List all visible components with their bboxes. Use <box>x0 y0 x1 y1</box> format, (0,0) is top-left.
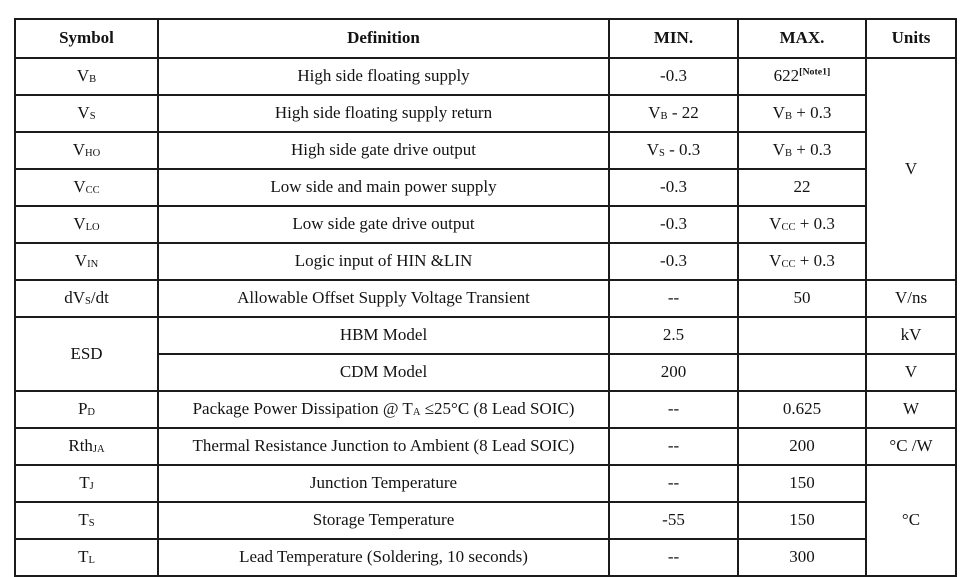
definition-cell: HBM Model <box>158 317 609 354</box>
min-cell: -0.3 <box>609 206 738 243</box>
table-row-vcc <box>15 169 956 206</box>
max-cell: 0.625 <box>738 391 866 428</box>
table-row-esd-hbm <box>15 317 956 354</box>
max-cell: 22 <box>738 169 866 206</box>
max-cell: $V_B + 0.3$ <box>738 95 866 132</box>
units-cell-celsius: °C <box>866 465 956 576</box>
symbol-cell: $V_{CC}$ <box>15 169 158 206</box>
min-cell: -0.3 <box>609 243 738 280</box>
definition-cell: Thermal Resistance Junction to Ambient (8 Lead SOIC) <box>158 428 609 465</box>
definition-cell: Low side and main power supply <box>158 169 609 206</box>
table-row-pd <box>15 391 956 428</box>
definition-cell: Lead Temperature (Soldering, 10 seconds) <box>158 539 609 576</box>
header-symbol: Symbol <box>15 19 158 58</box>
header-min: MIN. <box>609 19 738 58</box>
header-definition: Definition <box>158 19 609 58</box>
min-cell: -- <box>609 428 738 465</box>
max-cell: 50 <box>738 280 866 317</box>
min-cell: -55 <box>609 502 738 539</box>
units-cell-w: W <box>866 391 956 428</box>
max-cell <box>738 354 866 391</box>
units-cell-v: V <box>866 58 956 280</box>
min-cell: -- <box>609 539 738 576</box>
definition-cell: Package Power Dissipation @ $T_A \le 25^\circ C$ (8 Lead SOIC) <box>158 391 609 428</box>
symbol-cell: $P_D$ <box>15 391 158 428</box>
symbol-cell: $V_{IN}$ <box>15 243 158 280</box>
units-cell-vns: V/ns <box>866 280 956 317</box>
symbol-cell: $T_L$ <box>15 539 158 576</box>
max-cell: 200 <box>738 428 866 465</box>
min-cell: -- <box>609 280 738 317</box>
table-row-vs <box>15 95 956 132</box>
units-cell-cw: °C /W <box>866 428 956 465</box>
table-row-vho <box>15 132 956 169</box>
units-cell-v2: V <box>866 354 956 391</box>
symbol-cell: $V_{HO}$ <box>15 132 158 169</box>
symbol-cell: $dV_S/dt$ <box>15 280 158 317</box>
min-cell: $V_S - 0.3$ <box>609 132 738 169</box>
table-row-rthja <box>15 428 956 465</box>
max-cell: 150 <box>738 465 866 502</box>
min-cell: 2.5 <box>609 317 738 354</box>
header-row <box>15 19 956 58</box>
min-cell: -0.3 <box>609 169 738 206</box>
table-row-vin <box>15 243 956 280</box>
min-cell: 200 <box>609 354 738 391</box>
max-cell: $V_B + 0.3$ <box>738 132 866 169</box>
min-cell: -- <box>609 465 738 502</box>
symbol-cell-esd: ESD <box>15 317 158 391</box>
symbol-cell: $V_B$ <box>15 58 158 95</box>
definition-cell: Logic input of HIN &LIN <box>158 243 609 280</box>
symbol-cell: $T_J$ <box>15 465 158 502</box>
table-row-tj <box>15 465 956 502</box>
definition-cell: High side gate drive output <box>158 132 609 169</box>
symbol-cell: $V_S$ <box>15 95 158 132</box>
units-cell-kv: kV <box>866 317 956 354</box>
min-cell: $V_B - 22$ <box>609 95 738 132</box>
table-row-dvsdt <box>15 280 956 317</box>
header-units: Units <box>866 19 956 58</box>
max-cell: $V_{CC} + 0.3$ <box>738 206 866 243</box>
symbol-cell: $T_S$ <box>15 502 158 539</box>
table-row-tl <box>15 539 956 576</box>
definition-cell: Allowable Offset Supply Voltage Transient <box>158 280 609 317</box>
definition-cell: High side floating supply <box>158 58 609 95</box>
max-cell: $V_{CC} + 0.3$ <box>738 243 866 280</box>
table-row-vb <box>15 58 956 95</box>
table-row-vlo <box>15 206 956 243</box>
definition-cell: CDM Model <box>158 354 609 391</box>
max-cell: 622[Note1] <box>738 58 866 95</box>
definition-cell: Low side gate drive output <box>158 206 609 243</box>
definition-cell: Junction Temperature <box>158 465 609 502</box>
min-cell: -- <box>609 391 738 428</box>
max-cell: 300 <box>738 539 866 576</box>
symbol-cell: $V_{LO}$ <box>15 206 158 243</box>
max-cell: 150 <box>738 502 866 539</box>
header-max: MAX. <box>738 19 866 58</box>
table-row-ts <box>15 502 956 539</box>
min-cell: -0.3 <box>609 58 738 95</box>
definition-cell: High side floating supply return <box>158 95 609 132</box>
symbol-cell: Rth$_{JA}$ <box>15 428 158 465</box>
definition-cell: Storage Temperature <box>158 502 609 539</box>
absolute-maximum-ratings-table <box>14 18 957 577</box>
max-cell <box>738 317 866 354</box>
